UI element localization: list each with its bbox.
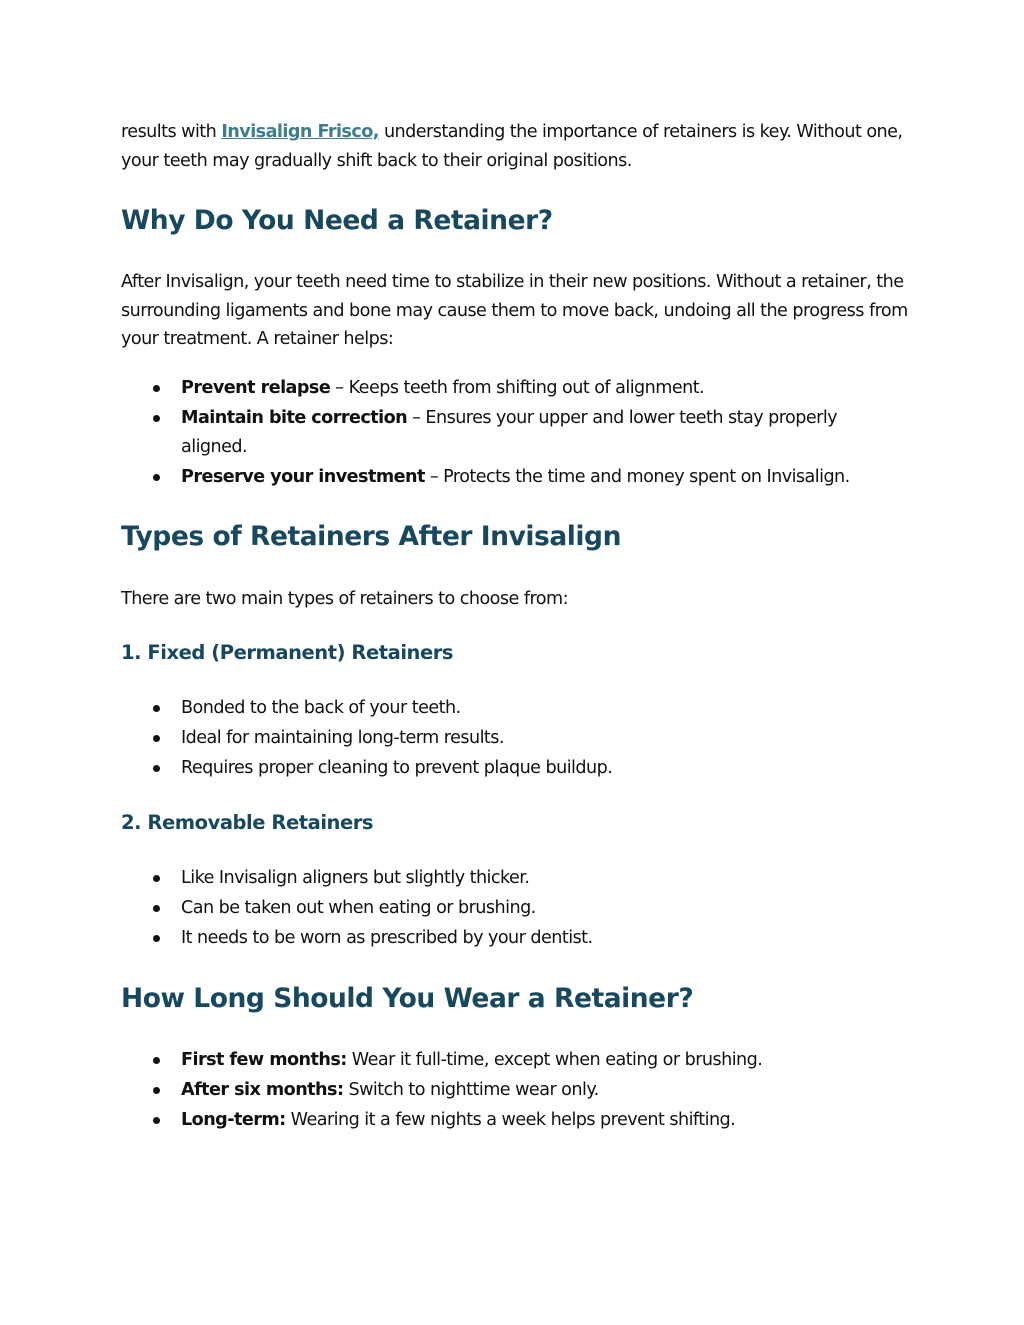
bullet-icon	[153, 935, 160, 942]
list-item-text: – Keeps teeth from shifting out of alignment.	[330, 378, 705, 398]
list-item-text: – Ensures your upper and lower teeth stay properly aligned.	[181, 408, 838, 457]
intro-text-before: results with	[121, 122, 222, 142]
invisalign-frisco-link[interactable]: Invisalign Frisco,	[221, 122, 379, 142]
list-item	[121, 1046, 881, 1075]
bullet-icon	[153, 765, 160, 772]
list-item	[121, 463, 881, 492]
bullet-icon	[153, 875, 160, 882]
removable-retainers-list	[121, 864, 881, 954]
list-item-text: Wear it full-time, except when eating or brushing.	[346, 1050, 763, 1070]
bullet-icon	[153, 415, 160, 422]
list-item	[121, 724, 881, 753]
list-item	[121, 1106, 881, 1135]
list-item-bold: First few months:	[181, 1050, 347, 1070]
removable-retainers-heading: 2. Removable Retainers	[121, 811, 374, 834]
bullet-icon	[153, 705, 160, 712]
list-item-text: Wearing it a few nights a week helps prevent shifting.	[285, 1110, 736, 1130]
list-item-text: Requires proper cleaning to prevent plaque buildup.	[181, 758, 613, 778]
list-item	[121, 374, 881, 403]
fixed-retainers-list	[121, 694, 881, 784]
list-item-text: Ideal for maintaining long-term results.	[181, 728, 504, 748]
types-heading: Types of Retainers After Invisalign	[121, 521, 621, 552]
fixed-retainers-heading: 1. Fixed (Permanent) Retainers	[121, 641, 454, 664]
list-item-text: Can be taken out when eating or brushing.	[181, 898, 536, 918]
bullet-icon	[153, 1117, 160, 1124]
list-item	[121, 404, 881, 462]
intro-paragraph	[121, 118, 911, 175]
list-item-bold: Preserve your investment	[181, 467, 425, 487]
how-long-list	[121, 1046, 881, 1136]
intro-text-after: understanding the importance of retainers is key. Without one, your teeth may gradually shift back to their original positions.	[121, 122, 903, 171]
bullet-icon	[153, 1057, 160, 1064]
list-item-bold: Long-term:	[181, 1110, 286, 1130]
list-item	[121, 1076, 881, 1105]
list-item-text: Bonded to the back of your teeth.	[181, 698, 461, 718]
types-paragraph: There are two main types of retainers to choose from:	[121, 589, 568, 609]
list-item	[121, 694, 881, 723]
how-long-heading: How Long Should You Wear a Retainer?	[121, 983, 694, 1014]
list-item-text: Like Invisalign aligners but slightly thicker.	[181, 868, 530, 888]
why-list	[121, 374, 881, 493]
bullet-icon	[153, 905, 160, 912]
list-item-bold: After six months:	[181, 1080, 344, 1100]
why-heading: Why Do You Need a Retainer?	[121, 205, 553, 236]
bullet-icon	[153, 735, 160, 742]
bullet-icon	[153, 385, 160, 392]
list-item	[121, 864, 881, 893]
list-item	[121, 924, 881, 953]
bullet-icon	[153, 1087, 160, 1094]
list-item	[121, 894, 881, 923]
list-item-text: Switch to nighttime wear only.	[343, 1080, 599, 1100]
why-paragraph: After Invisalign, your teeth need time to stabilize in their new positions. Without a retainer, the surrounding ligaments and bone may cause them to move back, undoing all the progress from your treatment. A retainer helps:	[121, 272, 908, 349]
list-item-text: It needs to be worn as prescribed by your dentist.	[181, 928, 593, 948]
bullet-icon	[153, 474, 160, 481]
list-item	[121, 754, 881, 783]
list-item-bold: Prevent relapse	[181, 378, 331, 398]
list-item-text: – Protects the time and money spent on Invisalign.	[424, 467, 850, 487]
list-item-bold: Maintain bite correction	[181, 408, 408, 428]
